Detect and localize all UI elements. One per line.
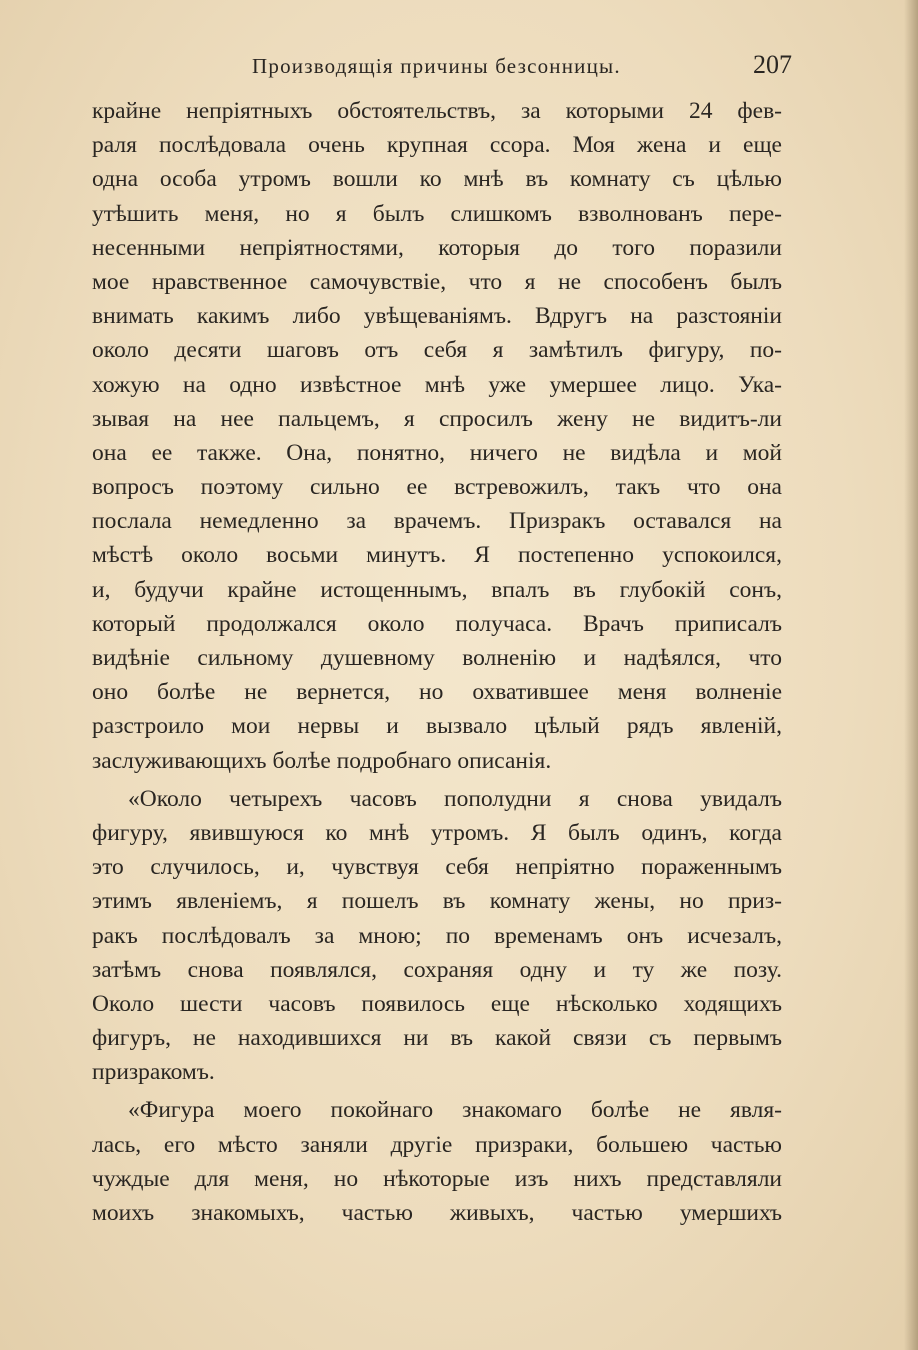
text-line: около десяти шаговъ отъ себя я замѣтилъ фигуру, по- xyxy=(92,337,782,364)
text-line: хожую на одно извѣстное мнѣ уже умершее лицо. Ука- xyxy=(92,371,782,398)
text-line: «Фигура моего покойнаго знакомаго болѣе не явля- xyxy=(128,1097,782,1124)
running-title: Производящія причины безсонницы. xyxy=(252,54,621,78)
page-number: 207 xyxy=(753,50,792,79)
text-line: утѣшить меня, но я былъ слишкомъ взволнованъ пере- xyxy=(92,200,782,227)
page-content xyxy=(92,48,792,1230)
text-line: этимъ явленіемъ, я пошелъ въ комнату жены, но приз- xyxy=(92,888,782,915)
paragraph-3 xyxy=(92,1093,782,1230)
text-line: заслуживающихъ болѣе подробнаго описанія. xyxy=(92,747,552,774)
text-line: призракомъ. xyxy=(92,1059,215,1086)
text-line: «Около четырехъ часовъ пополудни я снова увидалъ xyxy=(128,785,782,812)
page-header xyxy=(92,48,792,88)
text-line: крайне непріятныхъ обстоятельствъ, за которыми 24 фев- xyxy=(92,98,782,124)
text-line: одна особа утромъ вошли ко мнѣ въ комнату съ цѣлью xyxy=(92,166,782,193)
text-line: фигуру, явившуюся ко мнѣ утромъ. Я былъ одинъ, когда xyxy=(92,819,782,846)
text-line: мѣстѣ около восьми минутъ. Я постепенно успокоился, xyxy=(92,542,782,569)
page-edge-shadow xyxy=(904,0,918,1350)
text-line: вопросъ поэтому сильно ее встревожилъ, такъ что она xyxy=(92,474,782,501)
text-line: и, будучи крайне истощеннымъ, впалъ въ глубокій сонъ, xyxy=(92,576,782,603)
text-line: послала немедленно за врачемъ. Призракъ оставался на xyxy=(92,508,782,535)
text-line: чуждые для меня, но нѣкоторые изъ нихъ представляли xyxy=(92,1165,782,1192)
text-line: оно болѣе не вернется, но охватившее меня волненіе xyxy=(92,679,782,706)
text-line: моихъ знакомыхъ, частью живыхъ, частью умершихъ xyxy=(92,1200,782,1226)
paragraph-1 xyxy=(92,94,782,778)
paragraph-2 xyxy=(92,782,782,1090)
text-line: внимать какимъ либо увѣщеваніямъ. Вдругъ на разстояніи xyxy=(92,303,782,330)
text-line: разстроило мои нервы и вызвало цѣлый рядъ явленій, xyxy=(92,713,782,740)
text-line: несенными непріятностями, которыя до того поразили xyxy=(92,234,782,261)
text-line: Около шести часовъ появилось еще нѣсколько ходящихъ xyxy=(92,990,782,1017)
text-line: мое нравственное самочувствіе, что я не способенъ былъ xyxy=(92,268,782,295)
text-line: фигуръ, не находившихся ни въ какой связи съ первымъ xyxy=(92,1025,782,1052)
text-line: раля послѣдовала очень крупная ссора. Моя жена и еще xyxy=(92,132,782,159)
text-line: это случилось, и, чувствуя себя непріятно пораженнымъ xyxy=(92,854,782,881)
text-line: видѣніе сильному душевному волненію и надѣялся, что xyxy=(92,645,782,671)
text-line: который продолжался около получаса. Врачъ приписалъ xyxy=(92,610,782,637)
text-line: лась, его мѣсто заняли другіе призраки, большею частью xyxy=(92,1131,782,1158)
body-text xyxy=(92,94,782,1230)
text-line: она ее также. Она, понятно, ничего не видѣла и мой xyxy=(92,439,782,466)
text-line: зывая на нее пальцемъ, я спросилъ жену не видитъ-ли xyxy=(92,405,782,432)
text-line: ракъ послѣдовалъ за мною; по временамъ онъ исчезалъ, xyxy=(92,922,782,949)
text-line: затѣмъ снова появлялся, сохраняя одну и ту же позу. xyxy=(92,956,782,983)
